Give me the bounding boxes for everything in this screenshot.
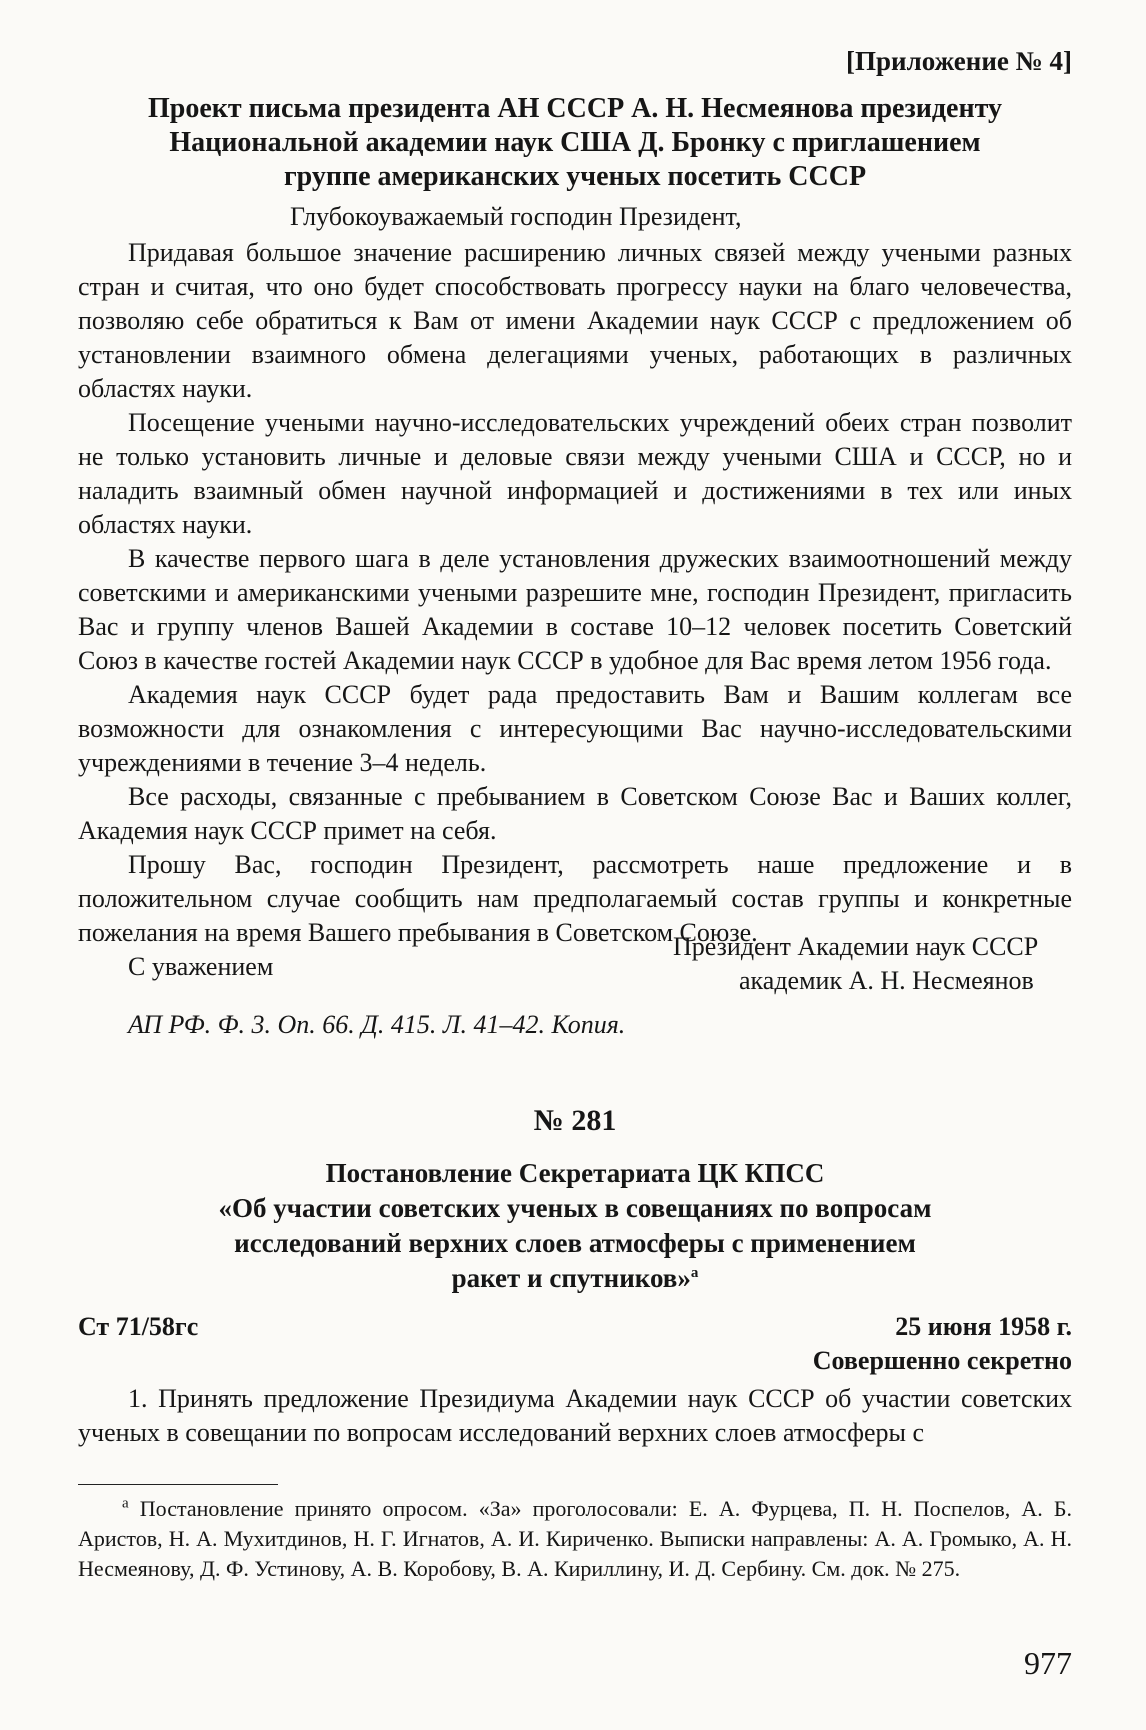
resolution-item-1: 1. Принять предложение Президиума Академии наук СССР об участии советских ученых в совещании по вопросам исследований верхних слоев атмосферы с: [78, 1384, 1072, 1447]
resolution-title: [78, 1156, 1072, 1296]
signature-line: Президент Академии наук СССР: [673, 932, 1039, 961]
footnote-divider: [78, 1484, 278, 1485]
letter-body: [78, 236, 1072, 984]
letter-title-line: Национальной академии наук США Д. Бронку с приглашением: [169, 127, 981, 158]
resolution-title-line: ракет и спутников»$^а$: [451, 1263, 699, 1293]
appendix-label: [Приложение № 4]: [846, 46, 1072, 76]
paragraph: Посещение учеными научно-исследовательских учреждений обеих стран позволит не только установить личные и деловые связи между учеными США и СССР, но и наладить взаимный обмен научной информацией и достижениями в тех или иных областях науки.: [78, 408, 1072, 539]
classification-stamp: Совершенно секретно: [812, 1346, 1072, 1375]
archive-reference: АП РФ. Ф. 3. Оп. 66. Д. 415. Л. 41–42. Копия.: [128, 1010, 626, 1039]
footnote-marker: а: [690, 1265, 699, 1281]
closing: С уважением: [128, 952, 274, 981]
paragraph: Академия наук СССР будет рада предоставить Вам и Вашим коллегам все возможности для ознакомления с интересующими Вас научно-исследовательскими учреждениями в течение 3–4 недель.: [78, 680, 1072, 777]
salutation: Глубокоуважаемый господин Президент,: [290, 202, 742, 231]
paragraph: Прошу Вас, господин Президент, рассмотреть наше предложение и в положительном случае сообщить нам предполагаемый состав группы и конкретные пожелания на время Вашего пребывания в Советском Союзе.: [78, 850, 1072, 947]
signature-line: академик А. Н. Несмеянов: [739, 966, 1034, 995]
letter-title: [78, 92, 1072, 194]
page-number: 977: [1024, 1645, 1072, 1681]
document-number: № 281: [533, 1104, 617, 1137]
letter-title-line: группе американских ученых посетить СССР: [283, 161, 867, 192]
paragraph: Придавая большое значение расширению личных связей между учеными разных стран и считая, что оно будет способствовать прогрессу науки на благо человечества, позволяю себе обратиться к Вам от имени Академии наук СССР с предложением об установлении взаимного обмена делегациями ученых, работающих в различных областях науки.: [78, 238, 1072, 403]
footnote-text: Постановление принято опросом. «За» проголосовали: Е. А. Фурцева, П. Н. Поспелов, А. Б. Аристов, Н. А. Мухитдинов, Н. Г. Игнатов, А. И. Кириченко. Выписки направлены: А. А. Громыко, А. Н. Несмеянову, Д. Ф. Устинову, А. В. Коробову, В. А. Кириллину, И. Д. Сербину. См. док. № 275.: [78, 1496, 1073, 1581]
resolution-title-line: Постановление Секретариата ЦК КПСС: [325, 1158, 825, 1188]
footnote-marker: а: [122, 1495, 129, 1512]
letter-title-line: Проект письма президента АН СССР А. Н. Несмеянова президенту: [148, 93, 1002, 124]
resolution-title-line: исследований верхних слоев атмосферы с применением: [234, 1228, 916, 1258]
paragraph: Все расходы, связанные с пребыванием в Советском Союзе Вас и Ваших коллег, Академия наук СССР примет на себя.: [78, 782, 1072, 845]
footnote: [78, 1494, 1072, 1584]
document-date: 25 июня 1958 г.: [895, 1312, 1072, 1341]
resolution-title-line: «Об участии советских ученых в совещаниях по вопросам: [218, 1193, 932, 1223]
signature: [78, 930, 1072, 998]
ref-code: Ст 71/58гс: [78, 1312, 199, 1341]
paragraph: В качестве первого шага в деле установления дружеских взаимоотношений между советскими и американскими учеными разрешите мне, господин Президент, пригласить Вас и группу членов Вашей Академии в составе 10–12 человек посетить Советский Союз в качестве гостей Академии наук СССР в удобное для Вас время летом 1956 года.: [78, 544, 1072, 675]
